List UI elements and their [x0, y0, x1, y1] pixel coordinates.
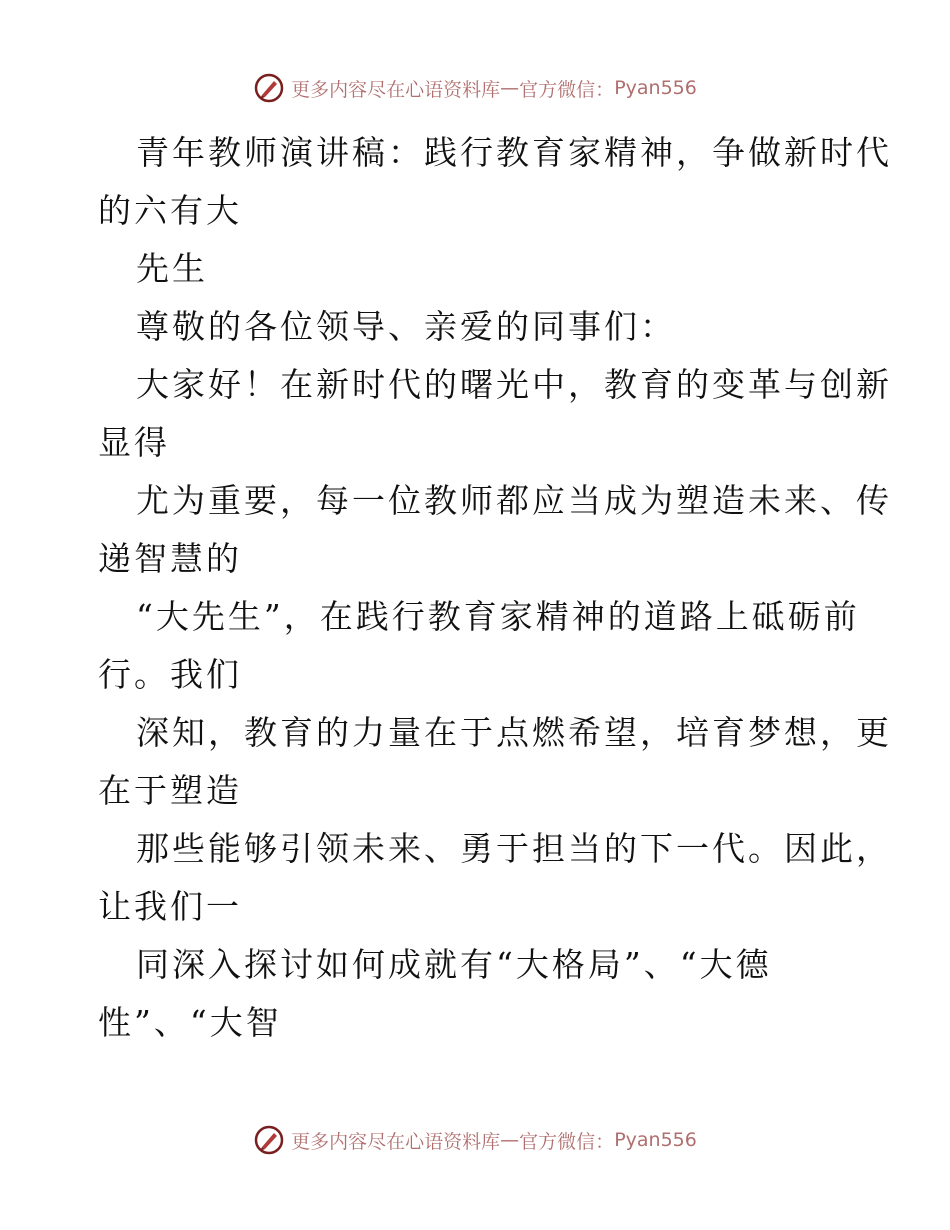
header-banner-text: 更多内容尽在心语资料库 — [291, 78, 501, 101]
body-line: “大先生”，在践行教育家精神的道路上砥砺前 — [136, 597, 860, 636]
body-line: 那些能够引领未来、勇于担当的下一代。因此， — [136, 829, 892, 868]
salutation-line: 尊敬的各位领导、亲爱的同事们： — [136, 307, 676, 346]
header-banner-dash: — — [500, 77, 520, 99]
footer-wechat-label: 官方微信： — [519, 1130, 615, 1153]
body-line: 尤为重要，每一位教师都应当成为塑造未来、传 — [136, 481, 892, 520]
header-banner — [0, 72, 950, 104]
footer-banner-dash: — — [500, 1129, 520, 1151]
document-body — [98, 124, 892, 1052]
footer-banner — [0, 1124, 950, 1156]
header-wechat-id: Pyan556 — [614, 77, 697, 99]
footer-wechat-id: Pyan556 — [614, 1129, 697, 1151]
body-line: 让我们一 — [98, 887, 242, 926]
body-line: 深知，教育的力量在于点燃希望，培育梦想，更 — [136, 713, 892, 752]
body-line: 同深入探讨如何成就有“大格局”、“大德 — [136, 945, 772, 984]
pen-logo-icon — [253, 1124, 285, 1156]
title-line-2: 的六有大 — [98, 191, 242, 230]
title-line-3: 先生 — [136, 249, 208, 288]
body-line: 递智慧的 — [98, 539, 242, 578]
header-wechat-label: 官方微信： — [519, 78, 615, 101]
title-line-1: 青年教师演讲稿：践行教育家精神，争做新时代 — [136, 133, 892, 172]
body-line: 性”、“大智 — [98, 1003, 282, 1042]
body-line: 显得 — [98, 423, 170, 462]
pen-logo-icon — [253, 72, 285, 104]
body-line: 在于塑造 — [98, 771, 242, 810]
body-line: 大家好！在新时代的曙光中，教育的变革与创新 — [136, 365, 892, 404]
body-line: 行。我们 — [98, 655, 242, 694]
footer-banner-text: 更多内容尽在心语资料库 — [291, 1130, 501, 1153]
